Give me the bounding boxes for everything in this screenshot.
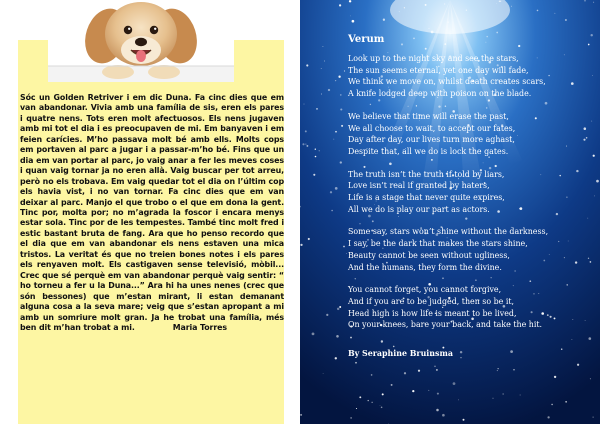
- star: [344, 70, 345, 71]
- star: [328, 89, 330, 91]
- poem-line: Day after day, our lives turn more aghast,: [348, 135, 515, 145]
- star: [312, 333, 315, 336]
- star: [380, 405, 381, 406]
- star: [333, 139, 334, 140]
- star: [340, 94, 342, 96]
- star: [335, 131, 337, 133]
- star: [437, 393, 439, 395]
- star: [315, 156, 317, 158]
- star: [444, 4, 445, 5]
- poem-author: By Seraphine Bruinsma: [348, 349, 453, 359]
- star: [339, 306, 341, 308]
- star: [339, 4, 341, 6]
- poem-line: You cannot forget, you cannot forgive,: [348, 285, 502, 295]
- star: [434, 366, 436, 368]
- dog-photo: [48, 0, 234, 82]
- poem-line: On your knees, bare your back, and take the hit.: [348, 320, 543, 330]
- star: [511, 6, 512, 7]
- story-author-line: [135, 323, 227, 332]
- star: [496, 3, 497, 4]
- poem-line: We believe that time will erase the past,: [348, 111, 509, 121]
- poem-line: And if you are to be judged, then so be it,: [348, 296, 515, 306]
- star: [306, 64, 308, 66]
- star: [343, 246, 345, 248]
- star: [326, 314, 328, 316]
- star: [346, 253, 347, 254]
- star: [381, 407, 383, 409]
- star: [305, 130, 307, 132]
- star: [442, 414, 445, 417]
- star: [466, 10, 467, 11]
- star: [371, 374, 373, 376]
- poem-line: All we do is play our part as actors.: [348, 204, 490, 214]
- star: [547, 416, 549, 418]
- star: [359, 396, 361, 398]
- star: [551, 404, 552, 405]
- star: [493, 398, 494, 399]
- star: [322, 46, 323, 47]
- star: [335, 80, 336, 81]
- star: [412, 390, 414, 392]
- star: [335, 187, 338, 190]
- poem-line: Love isn’t real if granted by haters,: [348, 181, 490, 191]
- poem-line: Beauty cannot be seen without ugliness,: [348, 250, 510, 260]
- poem-line: A knife lodged deep with poison on the blade.: [348, 89, 532, 99]
- star: [350, 16, 351, 17]
- star: [513, 369, 514, 370]
- star: [340, 161, 342, 163]
- poem-stanza: [348, 53, 598, 100]
- star: [404, 7, 405, 8]
- star: [383, 19, 385, 21]
- star: [302, 143, 304, 145]
- star: [306, 145, 308, 147]
- star: [565, 19, 567, 21]
- star: [463, 419, 465, 421]
- star: [356, 408, 357, 409]
- star: [436, 369, 438, 371]
- star: [324, 61, 325, 62]
- poem-line: Head high is how life is meant to be lived,: [348, 308, 517, 318]
- poem-line: Some say, stars won’t shine without the darkness,: [348, 227, 549, 237]
- star: [404, 372, 406, 374]
- poem-line: The truth isn’t the truth if told by liars,: [348, 169, 505, 179]
- star: [554, 376, 556, 378]
- poem-stanza: [348, 111, 598, 158]
- star: [330, 191, 332, 193]
- star: [499, 0, 501, 2]
- poem-line: The sun seems eternal, yet one day will fade,: [348, 65, 529, 75]
- story-body: Sóc un Golden Retriver i em dic Duna. Fa cinc dies que em van abandonar. Vivia amb una família de sis, eren els pares i quatre nens. Tots eren molt afectuosos. Els nens jugaven amb mi tot el dia i es preocupaven de mi. Em banyaven i em feien carícies. M’ho passava molt bé amb ells. Molts cops em portaven al parc a jugar i a passar-m’ho bé. Fins que un dia em van portar al parc, jo vaig anar a fer les meves coses i quan vaig tornar ja no eren allà. Vaig buscar per tot arreu, però no els trobava. Em vaig quedar tot el dia on l’últim cop els havia vist, i no van tornar. Fa cinc dies que em van deixar al parc. Manjo el que trobo o el que em dona la gent. Tinc por, molta por; no m’agrada la foscor i encara menys estar sola. Tinc por de les tempestes. També tinc molt fred i estic bastant bruta de fang. Ara que ho penso recordo que el dia que em van abandonar els nens estaven una mica tristos. La veritat és que no treien bones notes i els pares els renyaven molt. Els castigaven sense televisió, mòbil... Crec que sé perquè em van abandonar perquè vaig sentir: “ ho torneu a fer u la Duna...” Ara hi ha unes nenes (crec que són bessones) que m’estan mirant, li estan demanant alguna cosa a la seva mare; veig que s’estan apropant a mi amb un somriure molt gran. Ja he trobat una família, més ben dit m’han trobat a mi.: [20, 93, 284, 332]
- poem-stanza: [348, 284, 598, 331]
- poem-line: Look up to the night sky and see the stars,: [348, 54, 519, 63]
- star: [584, 0, 585, 1]
- star: [368, 400, 369, 401]
- star: [352, 20, 355, 23]
- star: [308, 238, 310, 240]
- story-author: Maria Torres: [172, 322, 227, 332]
- poem: [348, 33, 598, 358]
- star: [448, 21, 449, 22]
- star: [341, 125, 343, 127]
- poem-line: Life is a stage that never quite expires,: [348, 193, 505, 203]
- star: [355, 362, 357, 364]
- star: [313, 174, 315, 176]
- star: [565, 401, 566, 402]
- star: [316, 108, 318, 110]
- star: [458, 400, 459, 401]
- dog-photo-icon: [48, 0, 234, 82]
- star: [305, 144, 306, 145]
- poem-line: And the humans, they form the divine.: [348, 262, 502, 272]
- star: [336, 335, 339, 338]
- star: [497, 370, 498, 371]
- star: [399, 11, 400, 12]
- star: [520, 395, 521, 396]
- poem-line: We think we move on, whilst death creates scars,: [348, 77, 546, 87]
- star: [425, 4, 427, 6]
- star: [593, 2, 594, 3]
- poem-line: Despite that, all we do is lock the gates.: [348, 146, 509, 156]
- star: [350, 417, 352, 419]
- poem-line: We all choose to wait, to accept our fates,: [348, 123, 516, 133]
- star: [436, 409, 439, 412]
- star: [319, 150, 320, 151]
- star: [593, 417, 594, 418]
- poem-title: Verum: [348, 34, 385, 45]
- star: [429, 28, 430, 29]
- poem-stanza: [348, 169, 598, 216]
- star: [503, 394, 504, 395]
- star: [338, 76, 340, 78]
- poem-stanza: [348, 226, 598, 273]
- star: [300, 244, 302, 246]
- star: [300, 414, 302, 416]
- star: [331, 210, 333, 212]
- poem-stanzas: [348, 53, 598, 331]
- star: [321, 94, 322, 95]
- star: [418, 370, 420, 372]
- star: [428, 390, 429, 391]
- star: [335, 357, 337, 359]
- star: [577, 364, 579, 366]
- star: [555, 13, 556, 14]
- star: [453, 382, 456, 385]
- star: [323, 373, 324, 374]
- star: [391, 384, 393, 386]
- poem-page: [300, 0, 600, 424]
- star: [349, 0, 351, 2]
- story-text: [20, 93, 284, 333]
- star: [340, 108, 342, 110]
- star: [372, 402, 373, 403]
- poem-line: I say, be the dark that makes the stars shine,: [348, 239, 528, 249]
- star: [537, 10, 539, 12]
- star: [498, 368, 499, 369]
- star: [590, 378, 591, 379]
- star: [321, 68, 322, 69]
- star: [382, 393, 384, 395]
- star: [315, 149, 316, 150]
- star: [337, 308, 339, 310]
- star: [304, 104, 305, 105]
